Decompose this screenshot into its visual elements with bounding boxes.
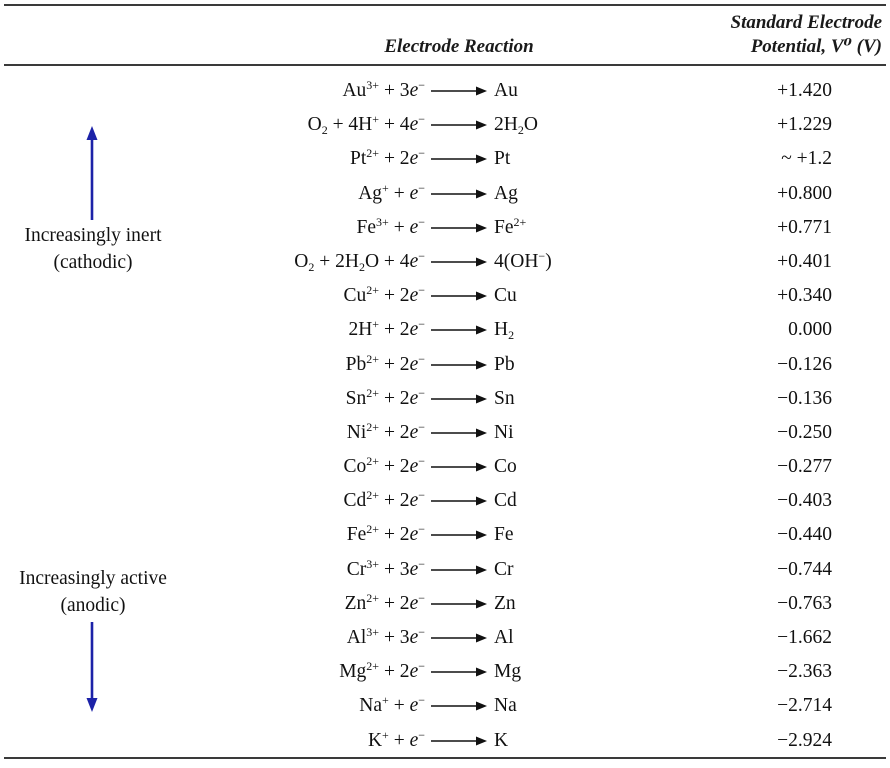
reaction-arrow-icon xyxy=(431,108,487,142)
formula-part: 2 xyxy=(321,123,328,138)
reaction-arrow-icon xyxy=(431,382,487,416)
reaction-arrow-icon xyxy=(431,689,487,723)
product xyxy=(494,74,518,108)
product xyxy=(494,416,514,450)
reaction-arrow-icon xyxy=(431,177,487,211)
formula-part: e xyxy=(409,729,419,751)
table-row xyxy=(0,313,890,347)
formula-part: Ni xyxy=(494,421,514,443)
table-row xyxy=(0,245,890,279)
table-row xyxy=(0,484,890,518)
reactants xyxy=(368,724,425,758)
formula-part: e xyxy=(409,148,419,170)
potential-value: +1.229 xyxy=(777,114,832,136)
formula-part: − xyxy=(418,78,425,92)
formula-part: − xyxy=(418,522,425,537)
table-row xyxy=(0,211,890,245)
reaction-arrow-icon xyxy=(431,211,487,245)
reactants xyxy=(358,177,425,211)
formula-part: Ag xyxy=(358,182,383,204)
product xyxy=(494,211,526,245)
product xyxy=(494,587,516,621)
formula-part: + xyxy=(388,729,410,751)
formula-part: e xyxy=(409,627,419,648)
formula-part: e xyxy=(409,387,419,409)
product xyxy=(494,450,517,484)
formula-part: + 2H xyxy=(314,250,359,272)
reactants xyxy=(350,142,425,176)
formula-part: 2+ xyxy=(366,590,380,605)
formula-part: Pb xyxy=(494,353,515,375)
formula-part: − xyxy=(418,590,425,605)
product xyxy=(494,313,514,347)
formula-part: Al xyxy=(346,627,367,648)
reactants xyxy=(347,416,425,450)
reaction-arrow-icon xyxy=(431,416,487,450)
formula-part: 2+ xyxy=(366,488,380,503)
formula-part: O + 4 xyxy=(364,250,410,272)
formula-part: Sn xyxy=(345,387,367,409)
inert-label-line1: Increasingly inert xyxy=(24,225,162,246)
formula-part: e xyxy=(409,421,419,443)
header-rule xyxy=(4,64,886,66)
formula-part: e xyxy=(409,695,419,717)
product xyxy=(494,245,552,279)
formula-part: + 4H xyxy=(327,114,373,136)
formula-part: + 2 xyxy=(379,319,410,341)
potential-value: −0.744 xyxy=(777,558,832,580)
formula-part: Fe xyxy=(494,524,514,546)
formula-part: e xyxy=(409,114,419,136)
formula-part: Cr xyxy=(346,558,367,580)
formula-part: e xyxy=(409,524,419,546)
formula-part: − xyxy=(418,693,425,708)
formula-part: − xyxy=(418,488,425,503)
formula-part: 2+ xyxy=(366,454,380,469)
reaction-arrow-icon xyxy=(431,279,487,313)
formula-part: − xyxy=(418,112,425,127)
potential-value: +1.420 xyxy=(777,80,832,101)
formula-part: 2+ xyxy=(366,659,380,674)
header-potential-line1: Standard Electrode xyxy=(730,12,882,33)
product xyxy=(494,279,517,313)
formula-part: 2+ xyxy=(366,146,380,161)
formula-part: + 4 xyxy=(379,114,410,136)
top-rule xyxy=(4,4,886,6)
formula-part: ) xyxy=(545,250,552,272)
formula-part: e xyxy=(409,216,419,238)
formula-part: + 2 xyxy=(379,490,410,512)
reactants xyxy=(346,348,425,382)
formula-part: + xyxy=(372,317,380,332)
reactants xyxy=(344,484,425,518)
formula-part: e xyxy=(409,558,419,580)
formula-part: O xyxy=(307,114,322,136)
formula-part: Pt xyxy=(494,148,511,170)
formula-part: + 3 xyxy=(379,80,410,101)
formula-part: Mg xyxy=(339,661,367,683)
reactants xyxy=(344,279,425,313)
potential-value: ~ +1.2 xyxy=(781,148,832,170)
formula-part: + 2 xyxy=(379,661,410,683)
formula-part: K xyxy=(367,729,383,751)
product xyxy=(494,108,538,142)
formula-part: + 2 xyxy=(379,148,410,170)
product xyxy=(494,621,514,655)
formula-part: Cu xyxy=(494,285,517,307)
formula-part: 2+ xyxy=(366,351,380,366)
table-row xyxy=(0,279,890,313)
formula-part: e xyxy=(409,80,419,101)
formula-part: Cu xyxy=(343,285,367,307)
reactants xyxy=(347,518,425,552)
reactants xyxy=(348,313,425,347)
header-electrode-reaction: Electrode Reaction xyxy=(384,36,534,57)
formula-part: 4(OH xyxy=(494,250,539,272)
formula-part: 3+ xyxy=(366,556,380,571)
reactants xyxy=(308,108,425,142)
potential-value: −0.403 xyxy=(777,490,832,512)
reactants xyxy=(344,450,425,484)
reaction-arrow-icon xyxy=(431,450,487,484)
product xyxy=(494,553,514,587)
table-row xyxy=(0,108,890,142)
product xyxy=(494,382,515,416)
formula-part: − xyxy=(418,351,425,366)
reaction-arrow-icon xyxy=(431,484,487,518)
formula-part: Cd xyxy=(343,490,367,512)
reaction-arrow-icon xyxy=(431,313,487,347)
formula-part: + 2 xyxy=(379,592,410,614)
reaction-arrow-icon xyxy=(431,518,487,552)
reaction-arrow-icon xyxy=(431,348,487,382)
formula-part: 2H xyxy=(494,114,518,136)
potential-value: −0.250 xyxy=(777,421,832,443)
reaction-arrow-icon xyxy=(431,74,487,108)
product xyxy=(494,655,521,689)
formula-part: Cr xyxy=(494,558,514,580)
table-row xyxy=(0,450,890,484)
reaction-arrow-icon xyxy=(431,724,487,758)
formula-part: + xyxy=(382,180,389,195)
header-potential-line2: Potential, V⁰ (V) xyxy=(750,36,882,57)
formula-part: Au xyxy=(342,80,367,101)
table-row xyxy=(0,142,890,176)
formula-part: e xyxy=(409,490,419,512)
table-row xyxy=(0,382,890,416)
table-row xyxy=(0,689,890,723)
formula-part: − xyxy=(418,419,425,434)
formula-part: Mg xyxy=(494,661,522,683)
formula-part: − xyxy=(418,248,425,263)
formula-part: − xyxy=(418,146,425,161)
formula-part: Fe xyxy=(346,524,367,546)
potential-value: +0.771 xyxy=(777,216,832,238)
potential-value: +0.401 xyxy=(777,250,832,272)
product xyxy=(494,724,508,758)
reaction-arrow-icon xyxy=(431,655,487,689)
formula-part: + 2 xyxy=(379,456,410,478)
product xyxy=(494,518,514,552)
formula-part: O xyxy=(523,114,538,136)
formula-part: − xyxy=(418,214,425,229)
formula-part: Pb xyxy=(345,353,367,375)
formula-part: − xyxy=(418,454,425,469)
formula-part: 2 xyxy=(308,259,315,274)
reactants xyxy=(359,689,425,723)
potential-value: −0.126 xyxy=(777,353,832,375)
formula-part: O xyxy=(294,250,309,272)
reaction-arrow-icon xyxy=(431,621,487,655)
formula-part: K xyxy=(494,729,509,751)
active-label-line2: (anodic) xyxy=(60,595,126,616)
table-row xyxy=(0,553,890,587)
formula-part: + 2 xyxy=(379,285,410,307)
formula-part: + 2 xyxy=(379,421,410,443)
potential-value: −0.440 xyxy=(777,524,832,546)
formula-part: Fe xyxy=(356,216,377,238)
formula-part: + 2 xyxy=(379,524,410,546)
formula-part: − xyxy=(418,385,425,400)
formula-part: + 3 xyxy=(379,558,410,580)
formula-part: + xyxy=(382,693,389,708)
formula-part: e xyxy=(409,182,419,204)
potential-value: 0.000 xyxy=(788,319,832,341)
table-row xyxy=(0,416,890,450)
reactants xyxy=(347,621,425,655)
formula-part: + xyxy=(382,727,389,742)
formula-part: Cd xyxy=(494,490,517,512)
formula-part: Au xyxy=(494,80,518,101)
formula-part: 2+ xyxy=(366,385,380,400)
inert-label-line2: (cathodic) xyxy=(53,252,133,273)
potential-value: −1.662 xyxy=(777,627,832,648)
formula-part: Pt xyxy=(350,148,367,170)
bottom-rule xyxy=(4,757,886,759)
formula-part: e xyxy=(409,456,419,478)
formula-part: e xyxy=(409,592,419,614)
product xyxy=(494,177,518,211)
reactants xyxy=(346,382,425,416)
table-row xyxy=(0,348,890,382)
formula-part: − xyxy=(418,659,425,674)
potential-value: −2.714 xyxy=(777,695,832,717)
potential-value: −2.363 xyxy=(777,661,832,683)
reaction-arrow-icon xyxy=(431,587,487,621)
formula-part: 3+ xyxy=(376,214,389,229)
formula-part: 2+ xyxy=(513,214,527,229)
reaction-arrow-icon xyxy=(431,245,487,279)
reaction-arrow-icon xyxy=(431,553,487,587)
potential-value: +0.800 xyxy=(777,182,832,204)
formula-part: − xyxy=(418,317,425,332)
formula-part: 2+ xyxy=(366,522,380,537)
formula-part: e xyxy=(409,250,419,272)
formula-part: + 3 xyxy=(379,627,410,648)
formula-part: − xyxy=(418,180,425,195)
formula-part: Ag xyxy=(494,182,518,204)
formula-part: + xyxy=(388,216,410,238)
formula-part: Fe xyxy=(494,216,514,238)
formula-part: Co xyxy=(343,456,367,478)
formula-part: 2H xyxy=(348,319,373,341)
table-row xyxy=(0,587,890,621)
formula-part: Zn xyxy=(494,592,516,614)
formula-part: 2 xyxy=(517,123,524,138)
active-label-line1: Increasingly active xyxy=(19,568,167,589)
reaction-arrow-icon xyxy=(431,142,487,176)
product xyxy=(494,142,510,176)
potential-value: −2.924 xyxy=(777,729,832,751)
reactants xyxy=(357,211,425,245)
formula-part: 2 xyxy=(508,328,515,343)
formula-part: − xyxy=(418,625,425,639)
formula-part: 2 xyxy=(358,259,365,274)
formula-part: Co xyxy=(494,456,517,478)
formula-part: Ni xyxy=(346,421,367,443)
formula-part: Sn xyxy=(494,387,515,409)
table-row xyxy=(0,518,890,552)
formula-part: Zn xyxy=(344,592,367,614)
formula-part: − xyxy=(418,727,425,742)
formula-part: + 2 xyxy=(379,353,410,375)
reactants xyxy=(294,245,425,279)
formula-part: e xyxy=(409,661,419,683)
table-row xyxy=(0,724,890,758)
potential-value: −0.763 xyxy=(777,592,832,614)
reaction-table-body xyxy=(0,74,890,758)
product xyxy=(494,484,517,518)
reactants xyxy=(339,655,425,689)
formula-part: Na xyxy=(359,695,383,717)
formula-part: e xyxy=(409,319,419,341)
formula-part: 2+ xyxy=(366,283,380,298)
formula-part: H xyxy=(494,319,509,341)
table-row xyxy=(0,177,890,211)
formula-part: Na xyxy=(494,695,517,717)
formula-part: + 2 xyxy=(379,387,410,409)
potential-value: +0.340 xyxy=(777,285,832,307)
product xyxy=(494,348,515,382)
formula-part: − xyxy=(538,248,546,263)
table-row xyxy=(0,621,890,655)
product xyxy=(494,689,517,723)
formula-part: Al xyxy=(494,627,514,648)
formula-part: + xyxy=(372,112,380,127)
table-row xyxy=(0,74,890,108)
header-standard-potential xyxy=(680,11,882,59)
formula-part: 3+ xyxy=(366,625,380,639)
formula-part: + xyxy=(388,695,410,717)
table-row xyxy=(0,655,890,689)
formula-part: e xyxy=(409,353,419,375)
formula-part: − xyxy=(418,283,425,298)
potential-value: −0.136 xyxy=(777,387,832,409)
formula-part: e xyxy=(409,285,419,307)
formula-part: − xyxy=(418,556,425,571)
reactants xyxy=(342,74,425,108)
reactants xyxy=(345,587,425,621)
formula-part: 3+ xyxy=(366,78,380,92)
formula-part: + xyxy=(388,182,410,204)
reactants xyxy=(347,553,425,587)
potential-value: −0.277 xyxy=(777,456,832,478)
formula-part: 2+ xyxy=(366,419,380,434)
